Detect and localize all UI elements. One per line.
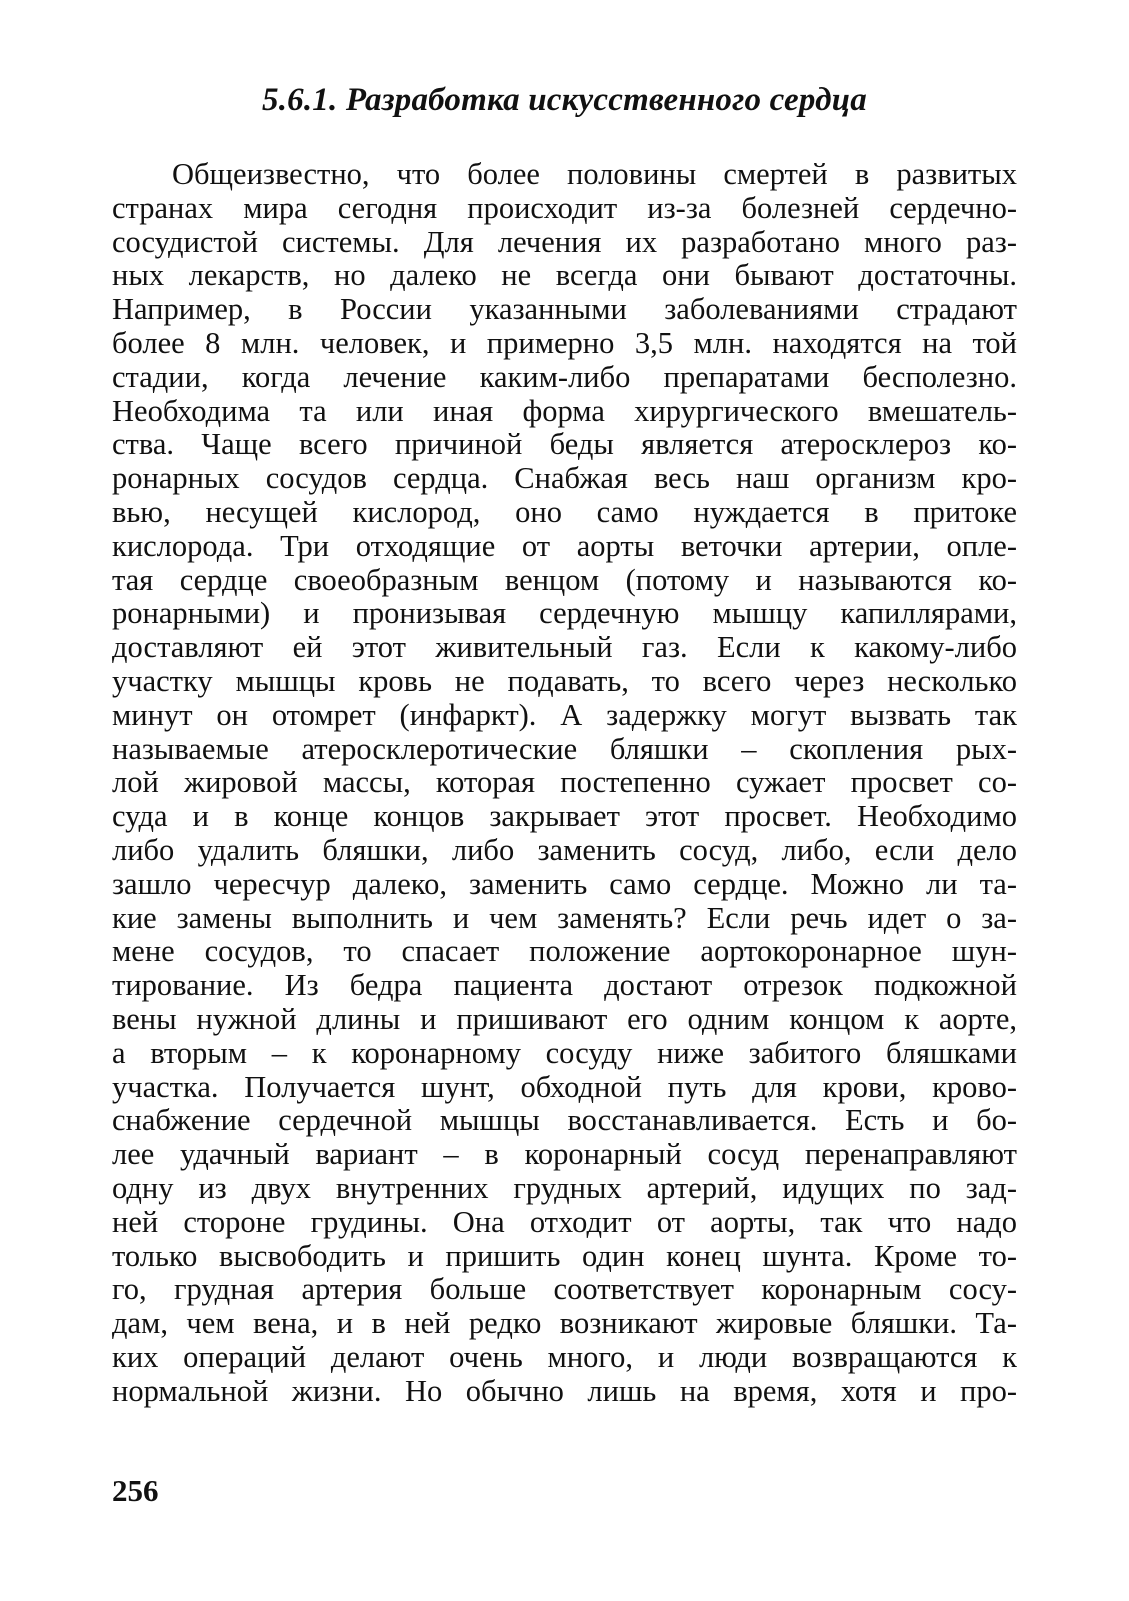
paragraph-line: ронарными) и пронизывая сердечную мышцу капиллярами,	[112, 596, 1017, 631]
paragraph-line: только высвободить и пришить один конец шунта. Кроме то-	[112, 1238, 1017, 1273]
paragraph-line: одну из двух внутренних грудных артерий, идущих по зад-	[112, 1170, 1017, 1205]
paragraph-line: вены нужной длины и пришивают его одним концом к аорте,	[112, 1001, 1017, 1036]
paragraph-line: минут он отомрет (инфаркт). А задержку могут вызвать так	[112, 697, 1017, 732]
paragraph-line: ства. Чаще всего причиной беды является атеросклероз ко-	[112, 427, 1017, 462]
paragraph-line: Например, в России указанными заболеваниями страдают	[112, 292, 1017, 327]
paragraph-line: кислорода. Три отходящие от аорты веточки артерии, опле-	[112, 528, 1017, 563]
paragraph-line: ных лекарств, но далеко не всегда они бывают достаточны.	[112, 258, 1017, 293]
paragraph-line: тая сердце своеобразным венцом (потому и называются ко-	[112, 562, 1017, 597]
paragraph-line: стадии, когда лечение каким-либо препаратами бесполезно.	[112, 359, 1017, 394]
body-paragraph	[112, 158, 1017, 1408]
paragraph-line: называемые атеросклеротические бляшки – скопления рых-	[112, 731, 1017, 766]
paragraph-line: сосудистой системы. Для лечения их разработано много раз-	[112, 224, 1017, 259]
paragraph-line: участка. Получается шунт, обходной путь для крови, крово-	[112, 1069, 1017, 1104]
paragraph-line: тирование. Из бедра пациента достают отрезок подкожной	[112, 968, 1017, 1003]
paragraph-line: лее удачный вариант – в коронарный сосуд перенаправляют	[112, 1137, 1017, 1172]
paragraph-line: а вторым – к коронарному сосуду ниже забитого бляшками	[112, 1035, 1017, 1070]
paragraph-line: ронарных сосудов сердца. Снабжая весь наш организм кро-	[112, 461, 1017, 496]
paragraph-line: Необходима та или иная форма хирургического вмешатель-	[112, 393, 1017, 428]
paragraph-line: участку мышцы кровь не подавать, то всего через несколько	[112, 663, 1017, 698]
paragraph-line: странах мира сегодня происходит из-за болезней сердечно-	[112, 190, 1017, 225]
paragraph-line: нормальной жизни. Но обычно лишь на время, хотя и про-	[112, 1373, 1017, 1408]
paragraph-line: доставляют ей этот живительный газ. Если к какому-либо	[112, 630, 1017, 665]
paragraph-line: кие замены выполнить и чем заменять? Если речь идет о за-	[112, 900, 1017, 935]
section-heading: 5.6.1. Разработка искусственного сердца	[262, 82, 867, 118]
paragraph-line: го, грудная артерия больше соответствует коронарным сосу-	[112, 1272, 1017, 1307]
paragraph-line: ней стороне грудины. Она отходит от аорты, так что надо	[112, 1204, 1017, 1239]
paragraph-line: зашло чересчур далеко, заменить само сердце. Можно ли та-	[112, 866, 1017, 901]
paragraph-line: вью, несущей кислород, оно само нуждается в притоке	[112, 494, 1017, 529]
paragraph-line: мене сосудов, то спасает положение аортокоронарное шун-	[112, 934, 1017, 969]
paragraph-line: Общеизвестно, что более половины смертей в развитых	[172, 157, 1017, 191]
paragraph-line: лой жировой массы, которая постепенно сужает просвет со-	[112, 765, 1017, 800]
paragraph-line: либо удалить бляшки, либо заменить сосуд, либо, если дело	[112, 832, 1017, 867]
paragraph-line: дам, чем вена, и в ней редко возникают жировые бляшки. Та-	[112, 1306, 1017, 1341]
page-number: 256	[112, 1473, 159, 1508]
paragraph-line: снабжение сердечной мышцы восстанавливается. Есть и бо-	[112, 1103, 1017, 1138]
paragraph-line: ких операций делают очень много, и люди возвращаются к	[112, 1339, 1017, 1374]
paragraph-line: суда и в конце концов закрывает этот просвет. Необходимо	[112, 799, 1017, 834]
paragraph-line: более 8 млн. человек, и примерно 3,5 млн. находятся на той	[112, 325, 1017, 360]
